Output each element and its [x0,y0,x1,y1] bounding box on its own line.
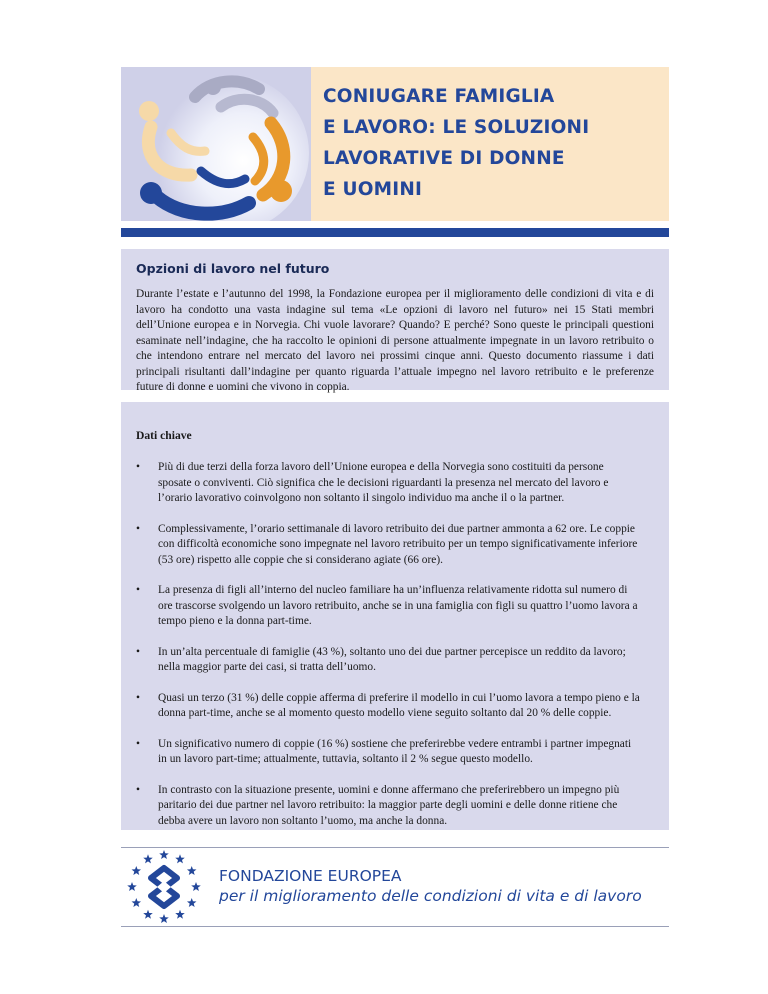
footer-divider-bottom [121,926,669,927]
star-icon [159,914,169,923]
star-icon [143,854,153,863]
star-icon [159,850,169,859]
star-icon [175,910,185,919]
list-item: • Quasi un terzo (31 %) delle coppie afferma di preferire il modello in cui l’uomo lavora a tempo pieno e la donna part-time, anche se al momento questo modello viene seguito soltanto dal 20 % delle coppie. [136,691,640,719]
star-icon [132,866,142,875]
star-icon [187,898,197,907]
list-item: • La presenza di figli all’interno del nucleo familiare ha un’influenza relativamente ridotta sul numero di ore trascorse svolgendo un lavoro retribuito, anche se in una famiglia con figli su quattro l’uomo lavora a tempo pieno e la donna part-time. [136,584,638,627]
people-circle-illustration [121,67,311,221]
star-icon [127,882,137,891]
star-icon [132,898,142,907]
intro-heading: Opzioni di lavoro nel futuro [136,261,330,276]
bullet-icon: • [136,461,140,473]
title-line: CONIUGARE FAMIGLIA [323,86,555,107]
title-panel [311,67,669,221]
header-illustration [121,67,311,221]
bullet-icon: • [136,737,140,750]
title-line: E LAVORO: LE SOLUZIONI [323,117,590,138]
stars-ring-icon [121,848,207,926]
footer-organization [219,866,642,906]
header-divider [121,228,669,237]
bullet-icon: • [136,691,140,704]
list-item: • Complessivamente, l’orario settimanale di lavoro retribuito dei due partner ammonta a 62 ore. Le coppie con difficoltà economiche sono impegnate nel lavoro retribuito per un tempo significativamente inferiore (53 ore) rispetto alle coppie che si considerano agiate (66 ore). [136,522,638,566]
list-item: • Un significativo numero di coppie (16 %) sostiene che preferirebbe vedere entrambi i partner impegnati in un lavoro part-time; attualmente, tuttavia, soltanto il 2 % segue questo modello. [136,737,632,765]
bullet-icon: • [136,584,140,596]
bullet-icon: • [136,783,140,796]
star-icon [191,882,201,891]
key-data-list [136,460,654,829]
key-data-panel [121,402,669,830]
star-icon [143,910,153,919]
key-data-heading: Dati chiave [136,429,192,442]
list-item: • In un’alta percentuale di famiglie (43 %), soltanto uno dei due partner percepisce un reddito da lavoro; nella maggior parte dei casi, si tratta dell’uomo. [136,645,626,673]
org-subtitle: per il miglioramento delle condizioni di vita e di lavoro [219,887,642,905]
bullet-icon: • [136,645,140,658]
title-line: E UOMINI [323,179,423,200]
intro-body: Durante l’estate e l’autunno del 1998, la Fondazione europea per il miglioramento delle condizioni di vita e di lavoro ha condotto una vasta indagine sul tema «Le opzioni di lavoro nel futuro» nei 15 Stati membri dell’Unione europea e in Norvegia. Chi vuole lavorare? Quando? E perché? Sono queste le principali questioni esaminate nell’indagine, che ha raccolto le opinioni di persone attualmente impegnate in un lavoro retribuito o che intendono entrare nel mercato del lavoro nei prossimi cinque anni. Questo documento riassume i dati principali risultanti dall’indagine per quanto riguarda l’attuale impegno nel lavoro retribuito e le preferenze future di donne e uomini che vivono in coppia. [136,288,654,393]
org-name: FONDAZIONE EUROPEA [219,867,402,885]
eurofound-logo [121,848,207,926]
star-icon [187,866,197,875]
list-item: • Più di due terzi della forza lavoro dell’Unione europea e della Norvegia sono costituiti da persone sposate o conviventi. Ciò significa che le decisioni riguardanti la presenza nel mercato del lavoro e l’orario lavorativo coinvolgono non soltanto il singolo individuo ma anche il o la partner. [136,461,609,504]
intro-panel [121,249,669,393]
title-line: LAVORATIVE DI DONNE [323,148,565,169]
star-icon [175,854,185,863]
list-item: • In contrasto con la situazione presente, uomini e donne affermano che preferirebbero un impegno più paritario dei due partner nel lavoro retribuito: la maggior parte degli uomini e delle donne ritiene che debba avere un lavoro non soltanto l’uomo, ma anche la donna. [136,783,620,827]
bullet-icon: • [136,522,140,535]
document-title [323,81,669,205]
